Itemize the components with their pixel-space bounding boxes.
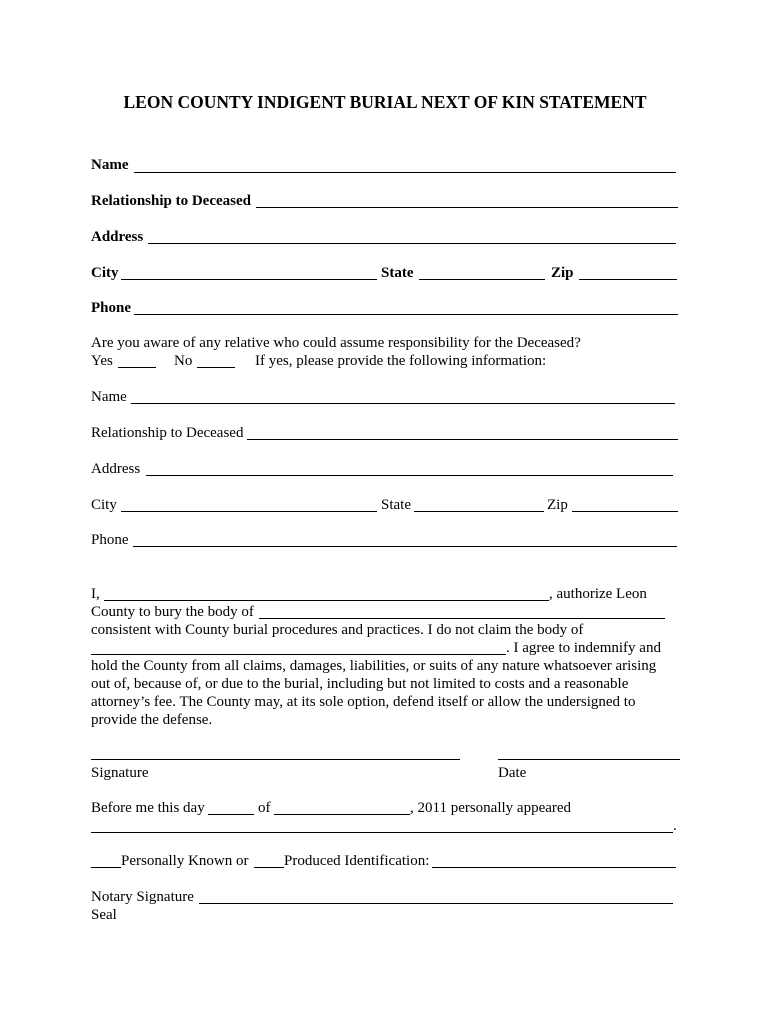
signature-label: Signature bbox=[91, 765, 149, 781]
relative-zip-label: Zip bbox=[547, 497, 568, 513]
relative-name-label: Name bbox=[91, 389, 127, 405]
notary-signature-label: Notary Signature bbox=[91, 889, 194, 905]
produced-id-check-underline bbox=[254, 867, 284, 868]
seal-label: Seal bbox=[91, 907, 117, 923]
notary-of: of bbox=[258, 800, 271, 816]
relative-city-label: City bbox=[91, 497, 117, 513]
followup-text: If yes, please provide the following information: bbox=[255, 353, 547, 369]
deceased-name-underline bbox=[259, 618, 665, 619]
state-underline bbox=[419, 279, 545, 280]
phone-underline bbox=[134, 314, 678, 315]
state-label: State bbox=[381, 265, 414, 281]
statement-line7: attorney’s fee. The County may, at its sole option, defend itself or allow the undersigned to bbox=[91, 694, 636, 710]
page-title: LEON COUNTY INDIGENT BURIAL NEXT OF KIN STATEMENT bbox=[123, 92, 647, 112]
relative-city-underline bbox=[121, 511, 377, 512]
address-underline bbox=[148, 243, 676, 244]
notary-before: Before me this day bbox=[91, 800, 205, 816]
notary-month-underline bbox=[274, 814, 410, 815]
date-underline bbox=[498, 759, 680, 760]
statement-line5: hold the County from all claims, damages, liabilities, or suits of any nature whatsoever arising bbox=[91, 658, 657, 674]
personally-known-label: Personally Known or bbox=[121, 853, 249, 869]
relative-address-underline bbox=[146, 475, 673, 476]
city-label: City bbox=[91, 265, 119, 281]
date-label: Date bbox=[498, 765, 527, 781]
personally-known-underline bbox=[91, 867, 121, 868]
relative-name-underline bbox=[131, 403, 675, 404]
phone-label: Phone bbox=[91, 300, 132, 316]
zip-underline bbox=[579, 279, 677, 280]
signature-underline bbox=[91, 759, 460, 760]
statement-line6: out of, because of, or due to the burial, including but not limited to costs and a reasonable bbox=[91, 676, 629, 692]
notary-day-underline bbox=[208, 814, 254, 815]
address-label: Address bbox=[91, 229, 144, 245]
relationship-underline bbox=[256, 207, 678, 208]
relative-zip-underline bbox=[572, 511, 678, 512]
identification-underline bbox=[432, 867, 676, 868]
statement-agree: . I agree to indemnify and bbox=[506, 640, 661, 656]
statement-i: I, bbox=[91, 586, 100, 602]
appeared-period: . bbox=[673, 818, 677, 834]
name-field[interactable] bbox=[134, 157, 678, 173]
yes-underline bbox=[118, 367, 156, 368]
relative-question: Are you aware of any relative who could assume responsibility for the Deceased? bbox=[91, 335, 581, 351]
statement-line8: provide the defense. bbox=[91, 712, 213, 728]
zip-label: Zip bbox=[551, 265, 574, 281]
yes-label: Yes bbox=[91, 353, 113, 369]
notary-year-appeared: , 2011 personally appeared bbox=[410, 800, 572, 816]
notary-signature-underline bbox=[199, 903, 673, 904]
relative-relationship-label: Relationship to Deceased bbox=[91, 425, 244, 441]
name-label: Name bbox=[91, 157, 129, 173]
statement-county-bury: County to bury the body of bbox=[91, 604, 254, 620]
produced-id-label: Produced Identification: bbox=[284, 853, 430, 869]
relationship-label: Relationship to Deceased bbox=[91, 193, 251, 209]
statement-authorize: , authorize Leon bbox=[549, 586, 647, 602]
city-underline bbox=[121, 279, 377, 280]
no-label: No bbox=[174, 353, 193, 369]
relative-address-label: Address bbox=[91, 461, 141, 477]
statement-line3: consistent with County burial procedures and practices. I do not claim the body of bbox=[91, 622, 584, 638]
unclaimed-body-underline bbox=[91, 654, 506, 655]
relative-state-label: State bbox=[381, 497, 411, 513]
no-underline bbox=[197, 367, 235, 368]
relative-phone-underline bbox=[133, 546, 677, 547]
relative-state-underline bbox=[414, 511, 544, 512]
authorizer-name-underline bbox=[104, 600, 549, 601]
name-underline bbox=[134, 172, 676, 173]
relative-phone-label: Phone bbox=[91, 532, 129, 548]
appeared-name-underline bbox=[91, 832, 673, 833]
relative-relationship-underline bbox=[247, 439, 678, 440]
